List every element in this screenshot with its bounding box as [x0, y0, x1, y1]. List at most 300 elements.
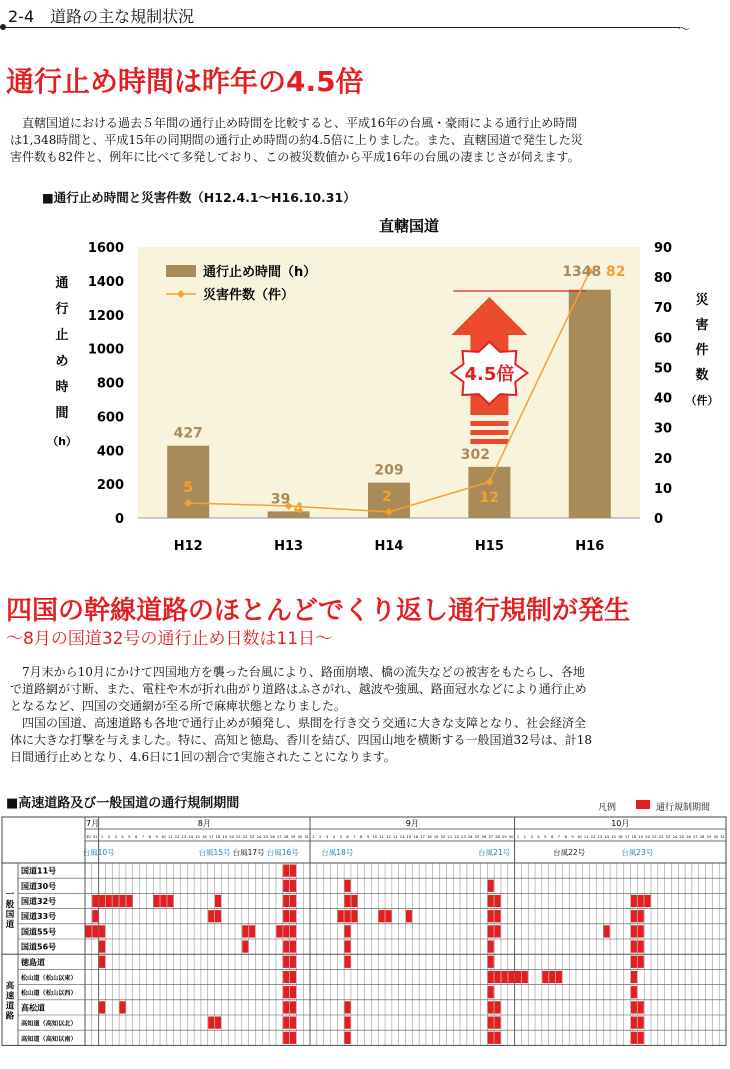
y-right-tick: 90 [654, 241, 673, 256]
section-title: 2-4 道路の主な規制状況 [8, 7, 195, 26]
typhoon-label: 台風22号 [553, 848, 586, 857]
closure-cell [488, 880, 494, 892]
day-number: 2 [107, 835, 111, 839]
day-number: 3 [325, 835, 329, 839]
bar-value-label: 39 [270, 491, 291, 508]
y-left-tick: 1200 [87, 308, 124, 324]
closure-cell [631, 941, 637, 953]
closure-cell [488, 1032, 494, 1044]
closure-cell [283, 1017, 289, 1029]
day-number: 25 [679, 835, 684, 839]
group-label-char: 速 [5, 991, 15, 1002]
day-number: 6 [550, 835, 554, 839]
day-number: 13 [181, 835, 187, 839]
closure-cell [556, 971, 562, 983]
day-number: 18 [427, 835, 432, 839]
y-left-label-char: 時 [55, 380, 69, 395]
day-number: 10 [161, 835, 166, 839]
day-number: 24 [256, 835, 262, 839]
closure-cell [345, 941, 351, 953]
road-name: 高知道（高知以北） [21, 1020, 77, 1028]
closure-cell [495, 1017, 501, 1029]
day-number: 10 [577, 835, 582, 839]
road-name: 高知道（高知以南） [21, 1035, 77, 1043]
closure-cell [631, 925, 637, 937]
closure-cell [631, 956, 637, 968]
headline-closure-time: 通行止め時間は昨年の4.5倍 [6, 65, 364, 98]
month-label: 9月 [405, 819, 419, 828]
closure-cell [631, 910, 637, 922]
closure-cell [106, 895, 112, 907]
typhoon-label: 台風21号 [478, 848, 511, 857]
day-number: 20 [229, 835, 234, 839]
closure-cell [283, 1032, 289, 1044]
article2-line-5: 体に大きな打撃を与えました。特に、高知と徳島、香川を結び、四国山地を横断する一般国道32号は、計18 [10, 733, 593, 747]
day-number: 9 [366, 835, 370, 839]
road-name: 国道30号 [21, 881, 57, 891]
closure-cell [283, 1001, 289, 1013]
day-number: 22 [454, 835, 459, 839]
day-number: 14 [604, 835, 609, 839]
closure-cell [290, 1032, 296, 1044]
closure-cell [283, 941, 289, 953]
day-number: 13 [392, 835, 398, 839]
day-number: 27 [277, 835, 282, 839]
day-number: 29 [290, 835, 296, 839]
closure-cell [638, 941, 644, 953]
closure-cell [290, 865, 296, 877]
road-name: 国道11号 [21, 866, 57, 876]
closure-cell [495, 925, 501, 937]
day-number: 30 [508, 835, 514, 839]
day-number: 9 [571, 835, 574, 839]
day-number: 1 [312, 835, 315, 839]
day-number: 2 [523, 835, 526, 839]
bar-value-label: 209 [374, 462, 404, 479]
y-left-tick: 600 [96, 410, 124, 426]
day-number: 1 [100, 835, 104, 839]
closure-cell [283, 895, 289, 907]
day-number: 3 [114, 835, 117, 839]
y-right-tick: 30 [654, 421, 673, 437]
month-label: 7月 [86, 819, 100, 828]
closure-cell [338, 910, 344, 922]
closure-cell [406, 910, 412, 922]
y-right-tick: 20 [654, 451, 673, 467]
closure-cell [119, 895, 125, 907]
article2-line-3: となるなど、四国の交通網が至る所で麻痺状態となりました。 [10, 699, 347, 713]
closure-cell [495, 895, 501, 907]
y-right-tick: 50 [654, 361, 673, 377]
annotation-stripe [470, 439, 508, 444]
closure-cell [92, 895, 98, 907]
closure-cell [549, 971, 555, 983]
closure-cell [638, 956, 644, 968]
day-number: 8 [564, 835, 567, 839]
day-number: 4 [537, 835, 540, 839]
road-name: 国道55号 [21, 927, 57, 937]
closure-cell [126, 895, 132, 907]
closure-cell [495, 971, 501, 983]
y-right-tick: 0 [654, 512, 664, 527]
closure-cell [508, 971, 514, 983]
day-number: 30 [713, 835, 719, 839]
day-number: 6 [346, 835, 349, 839]
y-left-tick: 1400 [87, 274, 124, 290]
day-number: 7 [141, 835, 145, 839]
closure-cell [215, 895, 221, 907]
day-number: 27 [693, 835, 698, 839]
day-number: 12 [590, 835, 596, 839]
road-name: 徳島道 [21, 957, 45, 967]
bar-value-label: 1348 [562, 264, 602, 281]
closure-cell [99, 895, 105, 907]
closure-cell [345, 1001, 351, 1013]
group-label-char: 高 [5, 981, 15, 992]
disaster-value-label: 2 [382, 488, 392, 505]
day-number: 15 [195, 835, 200, 839]
closure-cell [345, 910, 351, 922]
day-number: 4 [121, 835, 124, 839]
closure-cell [515, 971, 521, 983]
closure-cell [522, 971, 528, 983]
y-left-label-char: め [55, 354, 69, 369]
closure-cell [99, 925, 105, 937]
road-name: 国道32号 [21, 897, 57, 906]
day-number: 26 [270, 835, 275, 839]
x-tick-label: H15 [474, 539, 504, 554]
closure-cell [638, 925, 644, 937]
day-number: 30 [297, 835, 303, 839]
article2-line-6: 日間通行止めとなり、4.6日に1回の割合で実施されたことになります。 [10, 750, 396, 764]
annotation-stripe [470, 430, 508, 435]
typhoon-label: 台風23号 [621, 848, 654, 857]
day-number: 10 [372, 835, 378, 839]
disaster-value-label: 82 [606, 264, 626, 281]
closure-cell [154, 895, 160, 907]
closure-cell [638, 910, 644, 922]
day-number: 19 [638, 835, 644, 839]
closure-cell [92, 925, 98, 937]
day-number: 8 [148, 835, 151, 839]
day-number: 8 [360, 835, 363, 839]
day-number: 31 [304, 835, 309, 839]
closure-cell [290, 941, 296, 953]
y-right-tick: 60 [654, 331, 673, 347]
y-left-label-char: 行 [55, 302, 69, 317]
subheadline: 〜8月の国道32号の通行止め日数は11日〜 [6, 629, 333, 649]
group-label-char: 道 [5, 1001, 15, 1012]
closure-cell [276, 925, 282, 937]
day-number: 20 [645, 835, 650, 839]
article1-paragraph [10, 115, 725, 166]
closure-cell [488, 1001, 494, 1013]
day-number: 23 [665, 835, 671, 839]
closure-cell [345, 895, 351, 907]
day-number: 17 [208, 835, 214, 839]
day-number: 22 [242, 835, 248, 839]
day-number: 5 [128, 835, 131, 839]
closure-cell [283, 956, 289, 968]
day-number: 24 [467, 835, 473, 839]
day-number: 14 [399, 835, 405, 839]
group-label-char: 道 [5, 920, 15, 931]
closure-cell [638, 1017, 644, 1029]
closure-cell [488, 941, 494, 953]
legend-line-label: 災害件数（件） [203, 288, 295, 303]
day-number: 31 [92, 835, 98, 839]
x-tick-label: H16 [575, 539, 605, 554]
day-number: 27 [488, 835, 494, 839]
closure-cell [85, 925, 91, 937]
bar-value-label: 302 [460, 446, 491, 463]
legend-swatch [636, 800, 650, 809]
group-label-char: 路 [5, 1011, 15, 1022]
day-number: 23 [461, 835, 466, 839]
closure-cell [645, 895, 651, 907]
bar-value-label: 427 [173, 425, 203, 442]
typhoon-label: 台風10号 [82, 848, 115, 857]
closure-cell [283, 865, 289, 877]
closure-cell [631, 1001, 637, 1013]
closure-cell [290, 971, 296, 983]
closure-cell [99, 1001, 105, 1013]
day-number: 11 [379, 835, 384, 839]
closure-cell [167, 895, 173, 907]
y-left-tick: 0 [114, 512, 124, 527]
closure-cell [488, 956, 494, 968]
closure-cell [290, 910, 296, 922]
closure-cell [345, 1017, 351, 1029]
closure-cell [631, 1032, 637, 1044]
closure-cell [290, 880, 296, 892]
day-number: 30 [86, 835, 91, 839]
closure-cell [99, 956, 105, 968]
closure-cell [283, 925, 289, 937]
month-label: 10月 [611, 819, 630, 828]
road-name: 高松道 [21, 1003, 45, 1013]
section-header [0, 0, 730, 34]
day-number: 15 [611, 835, 616, 839]
day-number: 13 [597, 835, 603, 839]
closure-time-chart [0, 205, 730, 565]
closure-cell [290, 895, 296, 907]
closure-cell [542, 971, 548, 983]
closure-cell [92, 910, 98, 922]
y-right-label-char: 件 [695, 343, 709, 358]
day-number: 29 [502, 835, 507, 839]
closure-cell [488, 925, 494, 937]
day-number: 18 [631, 835, 637, 839]
y-left-tick: 1600 [87, 241, 124, 256]
chart-title: 直轄国道 [378, 217, 440, 235]
typhoon-label: 台風16号 [266, 848, 299, 857]
article1-line-2: は1,348時間と、平成15年の同期間の通行止め時間の約4.5倍に上りました。また、直轄国道で発生した災 [10, 133, 583, 147]
day-number: 11 [167, 835, 173, 839]
day-number: 23 [249, 835, 255, 839]
y-left-tick: 200 [96, 478, 124, 494]
day-number: 16 [413, 835, 419, 839]
road-name: 国道56号 [21, 942, 57, 952]
figure2-title: ■高速道路及び一般国道の通行規制期間 [6, 796, 240, 811]
closure-cell [631, 1017, 637, 1029]
closure-cell [385, 910, 391, 922]
closure-cell [290, 925, 296, 937]
day-number: 6 [134, 835, 138, 839]
y-left-label-char: 止 [55, 328, 69, 343]
closure-cell [638, 895, 644, 907]
closure-cell [249, 925, 255, 937]
headline-shikoku-closures: 四国の幹線道路のほとんどでくり返し通行規制が発生 [6, 596, 631, 626]
y-left-label-char: 間 [55, 406, 69, 421]
day-number: 21 [447, 835, 453, 839]
annotation-stripe [470, 421, 508, 426]
day-number: 28 [283, 835, 289, 839]
day-number: 15 [406, 835, 412, 839]
day-number: 5 [339, 835, 342, 839]
x-tick-label: H13 [274, 539, 304, 554]
typhoon-label: 台風15号 [198, 848, 231, 857]
closure-cell [242, 941, 248, 953]
day-number: 19 [222, 835, 228, 839]
legend-item: 通行規制期間 [656, 803, 711, 813]
closure-cell [351, 895, 357, 907]
y-right-tick: 80 [654, 271, 673, 287]
closure-cell [631, 986, 637, 998]
closure-cell [290, 1001, 296, 1013]
group-label-char: 国 [5, 910, 15, 921]
article1-line-3: 害件数も82件と、例年に比べて多発しており、この被災数値から平成16年の台風の凄まじさが伺えます。 [10, 150, 580, 164]
y-left-tick: 1000 [87, 342, 124, 358]
x-tick-label: H12 [173, 539, 203, 554]
month-label: 8月 [197, 819, 211, 828]
closure-cell [290, 1017, 296, 1029]
day-number: 7 [557, 835, 561, 839]
closure-cell [160, 895, 166, 907]
closure-cell [99, 941, 105, 953]
article2-line-1: 7月末から10月にかけて四国地方を襲った台風により、路面崩壊、橋の流失などの被害をもたらし、各地 [10, 665, 585, 679]
day-number: 22 [658, 835, 664, 839]
road-name: 松山道（松山以東） [21, 975, 77, 982]
day-number: 16 [202, 835, 207, 839]
day-number: 18 [215, 835, 221, 839]
closure-cell [351, 910, 357, 922]
header-rule [0, 27, 680, 28]
y-right-tick: 70 [654, 301, 673, 317]
closure-cell [283, 971, 289, 983]
article2-paragraph [10, 664, 725, 766]
day-number: 4 [332, 835, 336, 839]
group-label-char: 般 [5, 900, 15, 911]
closure-cell [631, 895, 637, 907]
article1-line-1: 直轄国道における過去５年間の通行止め時間を比較すると、平成16年の台風・豪雨による通行止め時間 [10, 116, 578, 130]
day-number: 26 [481, 835, 487, 839]
legend-bar-swatch [166, 265, 196, 277]
closure-cell [488, 910, 494, 922]
legend-bar-label: 通行止め時間（h） [203, 265, 317, 280]
annotation-text: 4.5倍 [464, 364, 515, 385]
closure-cell [638, 1001, 644, 1013]
typhoon-label: 台風17号 [232, 848, 265, 857]
closure-cell [345, 925, 351, 937]
day-number: 28 [699, 835, 705, 839]
day-number: 12 [386, 835, 391, 839]
legend-label: 凡例 [598, 803, 617, 813]
closure-cell [495, 1032, 501, 1044]
road-name: 国道33号 [21, 912, 57, 922]
y-right-tick: 40 [654, 391, 673, 407]
y-left-tick: 800 [96, 376, 124, 392]
closure-cell [208, 910, 214, 922]
day-number: 24 [672, 835, 678, 839]
closure-cell [488, 971, 494, 983]
y-right-tick: 10 [654, 481, 673, 497]
day-number: 1 [516, 835, 520, 839]
closure-cell [638, 1032, 644, 1044]
y-left-label-char: （h） [47, 435, 77, 448]
closure-cell [283, 986, 289, 998]
closure-cell [488, 895, 494, 907]
day-number: 21 [236, 835, 241, 839]
day-number: 25 [263, 835, 268, 839]
day-number: 25 [474, 835, 480, 839]
closure-cell [495, 1001, 501, 1013]
day-number: 7 [353, 835, 356, 839]
closure-cell [119, 1001, 125, 1013]
closure-cell [631, 971, 637, 983]
y-right-label-char: 災 [695, 293, 709, 308]
closure-cell [345, 956, 351, 968]
y-right-label-char: （件） [685, 394, 719, 407]
day-number: 28 [495, 835, 500, 839]
day-number: 20 [440, 835, 446, 839]
day-number: 29 [706, 835, 712, 839]
day-number: 17 [420, 835, 425, 839]
y-left-tick: 400 [96, 444, 124, 460]
day-number: 19 [433, 835, 439, 839]
closure-cell [215, 1017, 221, 1029]
closure-cell [488, 1017, 494, 1029]
day-number: 26 [686, 835, 691, 839]
closure-cell [290, 986, 296, 998]
article2-line-4: 四国の国道、高速道路も各地で通行止めが頻発し、県間を行き交う交通に大きな支障となり、社会経済全 [10, 716, 587, 730]
closure-schedule-table [0, 815, 730, 1055]
bar [569, 290, 611, 518]
disaster-value-label: 4 [293, 500, 304, 517]
closure-cell [283, 910, 289, 922]
figure1-title: ■通行止め時間と災害件数（H12.4.1〜H16.10.31） [42, 190, 356, 205]
closure-cell [379, 910, 385, 922]
closure-cell [208, 1017, 214, 1029]
closure-cell [215, 910, 221, 922]
day-number: 3 [530, 835, 533, 839]
day-number: 21 [652, 835, 657, 839]
header-rule-tail: 〜 [678, 22, 691, 36]
closure-cell [345, 880, 351, 892]
group-label-char: 一 [5, 890, 15, 901]
closure-cell [345, 1032, 351, 1044]
closure-cell [488, 986, 494, 998]
day-number: 16 [618, 835, 623, 839]
disaster-value-label: 12 [479, 489, 500, 506]
day-number: 11 [583, 835, 589, 839]
typhoon-label: 台風18号 [321, 848, 354, 857]
closure-cell [501, 971, 507, 983]
article2-line-2: で道路網が寸断、また、電柱や木が折れ曲がり道路はふさがれ、越波や強風、路面冠水などにより通行止め [10, 682, 587, 696]
closure-cell [604, 925, 610, 937]
road-name: 松山道（松山以西） [21, 990, 77, 998]
day-number: 14 [188, 835, 193, 839]
